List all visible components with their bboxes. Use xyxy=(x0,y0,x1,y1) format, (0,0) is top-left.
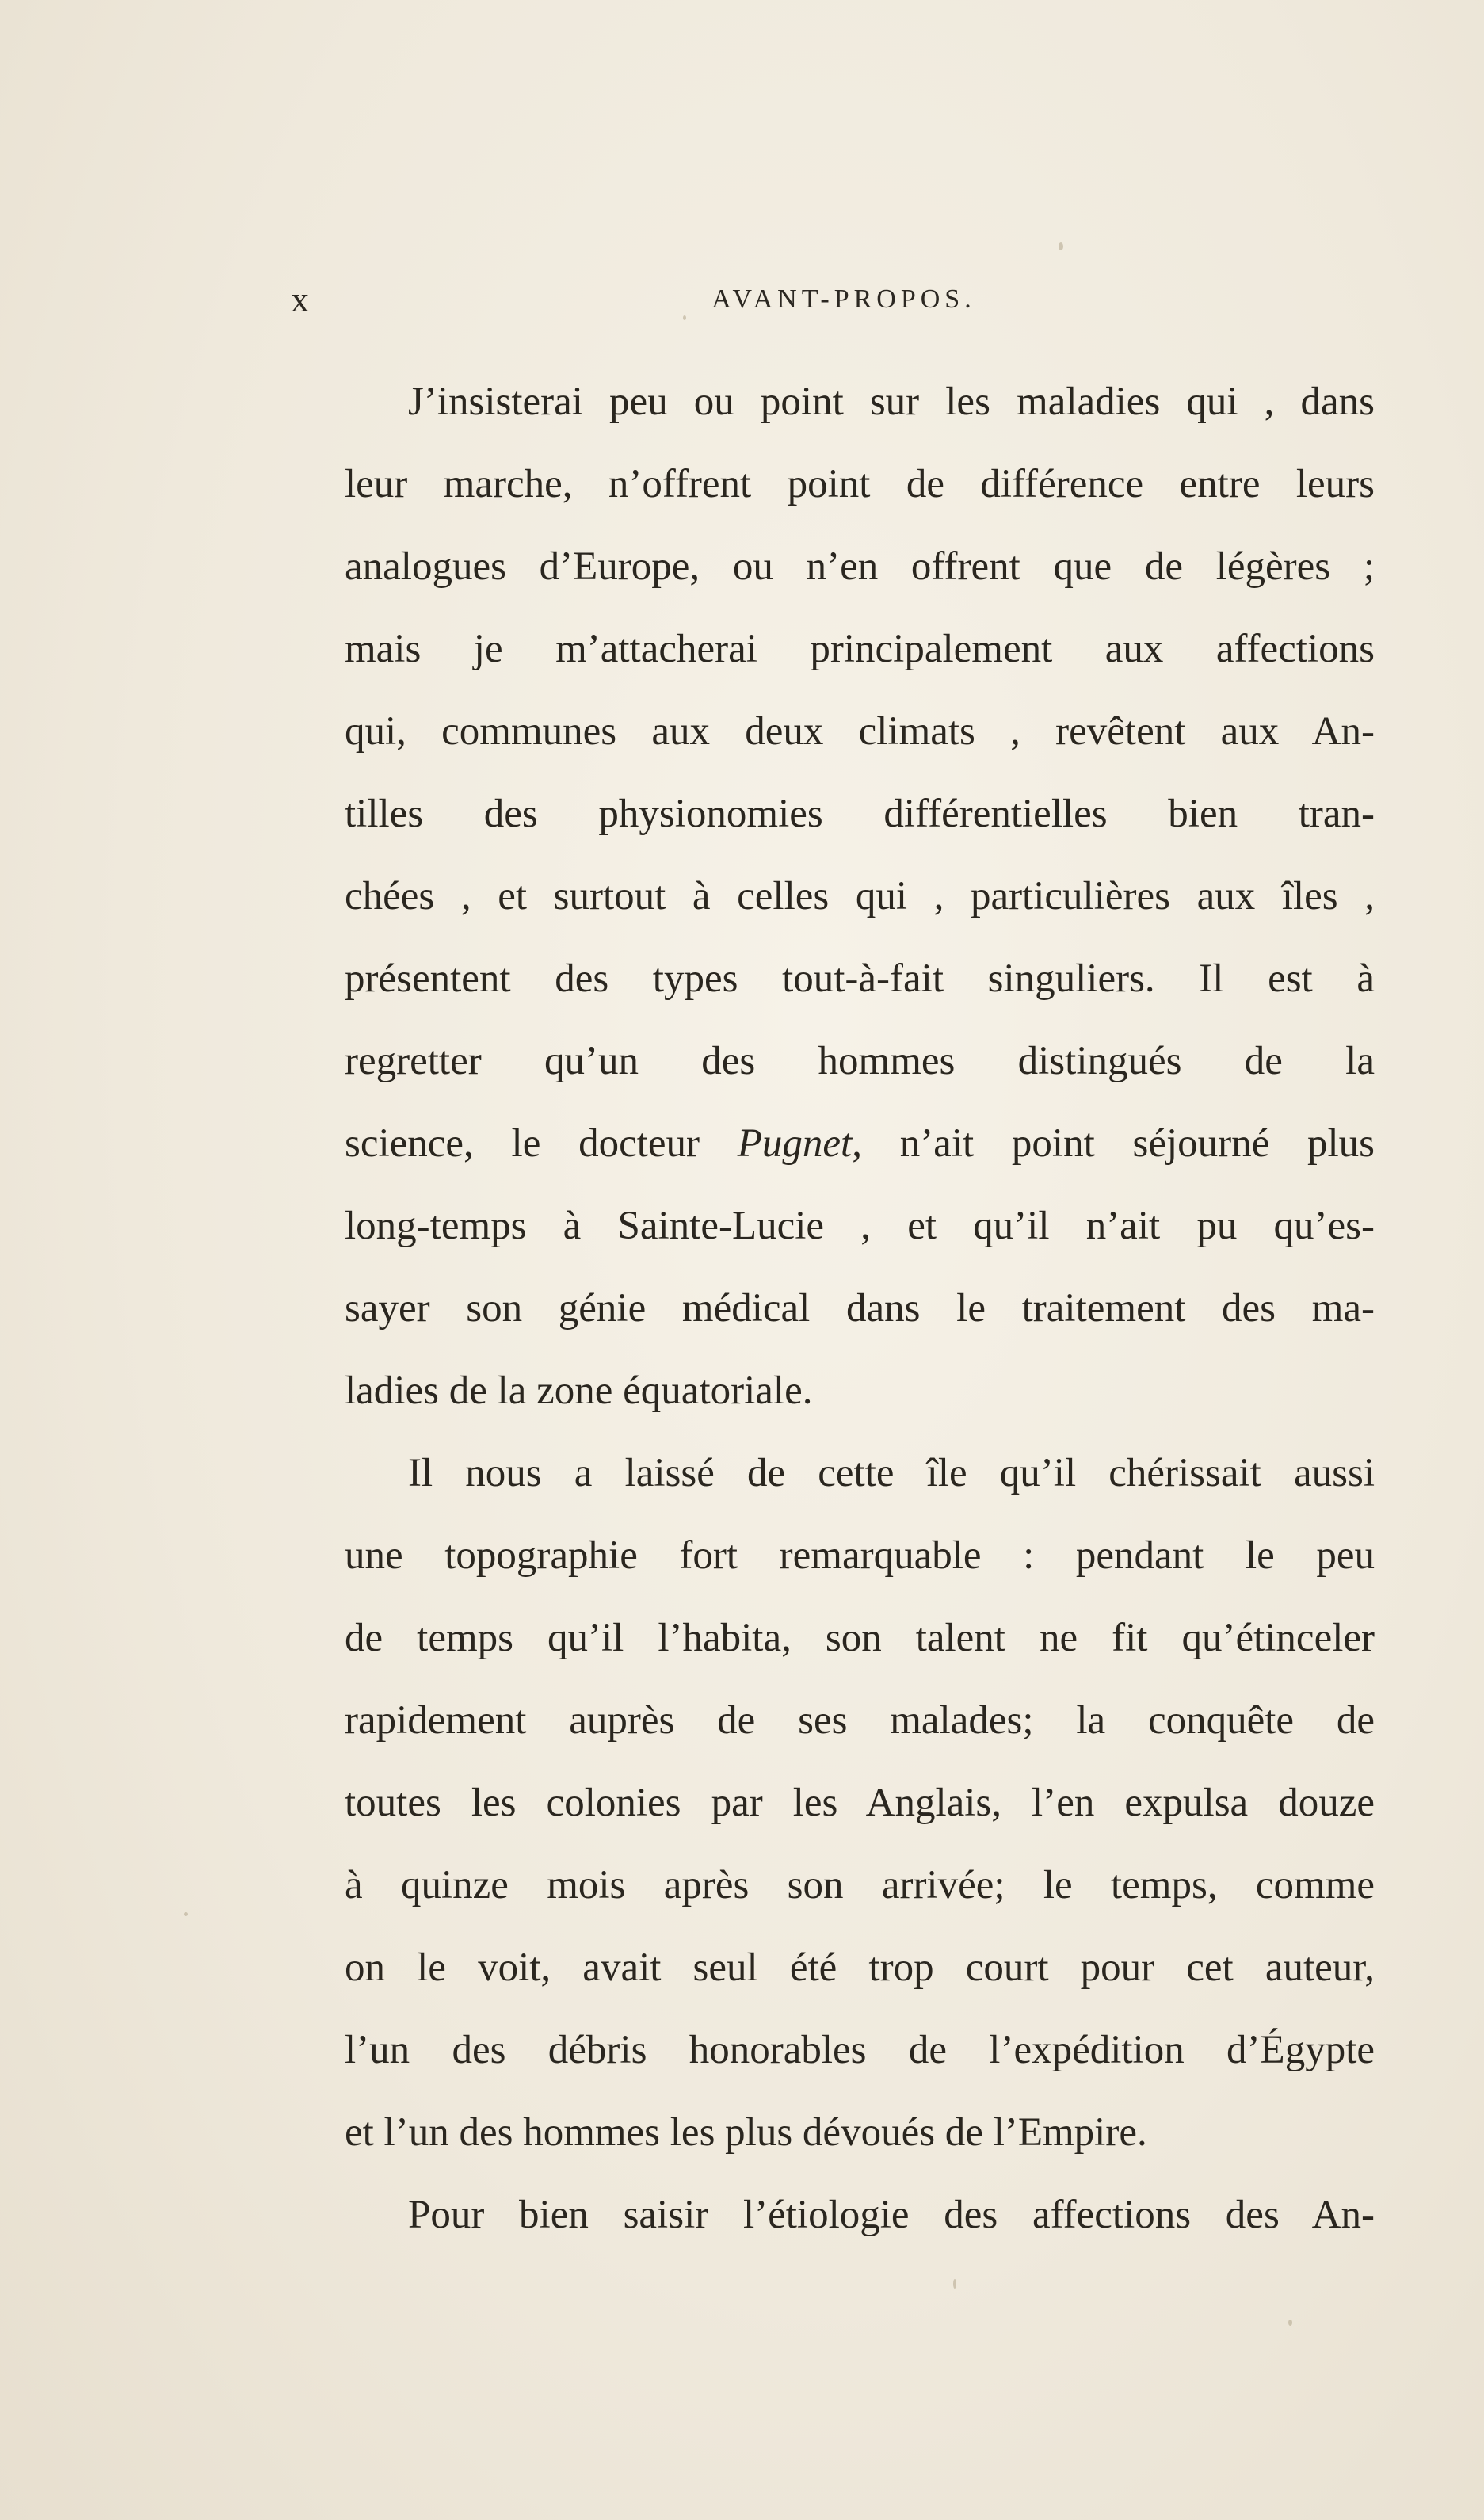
paragraph-2 xyxy=(281,1432,1375,2174)
text-line: et l’un des hommes les plus dévoués de l’Empire. xyxy=(345,2110,1147,2155)
text-line: analogues d’Europe, ou n’en offrent que de légères ; xyxy=(345,544,1375,589)
text-line: rapidement auprès de ses malades; la conquête de xyxy=(345,1698,1375,1743)
text-line: de temps qu’il l’habita, son talent ne fit qu’étinceler xyxy=(345,1616,1375,1660)
text-line: toutes les colonies par les Anglais, l’en expulsa douze xyxy=(345,1781,1375,1825)
text-line: regretter qu’un des hommes distingués de la xyxy=(345,1039,1375,1083)
text-segment: , n’ait point séjourné plus xyxy=(852,1121,1375,1166)
text-line: mais je m’attacherai principalement aux affections xyxy=(345,627,1375,671)
running-head xyxy=(281,276,1375,323)
text-line: on le voit, avait seul été trop court pour cet auteur, xyxy=(345,1945,1375,1990)
text-line: sayer son génie médical dans le traitement des ma- xyxy=(345,1286,1375,1331)
paragraph-1 xyxy=(281,361,1375,1432)
paper-fleck xyxy=(953,2279,956,2289)
paper-fleck xyxy=(1059,242,1063,250)
paper-fleck xyxy=(184,1912,188,1916)
text-line: l’un des débris honorables de l’expédition d’Égypte xyxy=(345,2028,1375,2072)
text-line: qui, communes aux deux climats , revêtent aux An- xyxy=(345,709,1375,754)
text-line: leur marche, n’offrent point de différence entre leurs xyxy=(345,462,1375,506)
paper-fleck xyxy=(683,315,686,320)
text-line: tilles des physionomies différentielles bien tran- xyxy=(345,792,1375,836)
text-line: ladies de la zone équatoriale. xyxy=(345,1369,813,1413)
text-line: J’insisterai peu ou point sur les maladies qui , dans xyxy=(408,380,1375,424)
text-line: long-temps à Sainte-Lucie , et qu’il n’ait pu qu’es- xyxy=(345,1204,1375,1248)
text-line-with-name xyxy=(281,1102,1375,1185)
text-line: une topographie fort remarquable : pendant le peu xyxy=(345,1533,1375,1578)
paragraph-3 xyxy=(281,2174,1375,2256)
text-segment: science, le docteur xyxy=(345,1121,738,1166)
body-text xyxy=(281,361,1375,2256)
text-line: chées , et surtout à celles qui , particulières aux îles , xyxy=(345,874,1375,918)
text-line: à quinze mois après son arrivée; le temps, comme xyxy=(345,1863,1375,1907)
author-name-italic: Pugnet xyxy=(737,1121,853,1166)
text-line: Il nous a laissé de cette île qu’il chérissait aussi xyxy=(408,1451,1375,1495)
paper-fleck xyxy=(1288,2320,1292,2326)
page-number: x xyxy=(291,279,309,319)
text-line: Pour bien saisir l’étiologie des affections des An- xyxy=(408,2193,1375,2237)
text-line: présentent des types tout-à-fait singuliers. Il est à xyxy=(345,956,1375,1001)
running-head-title: AVANT-PROPOS. xyxy=(711,284,976,314)
